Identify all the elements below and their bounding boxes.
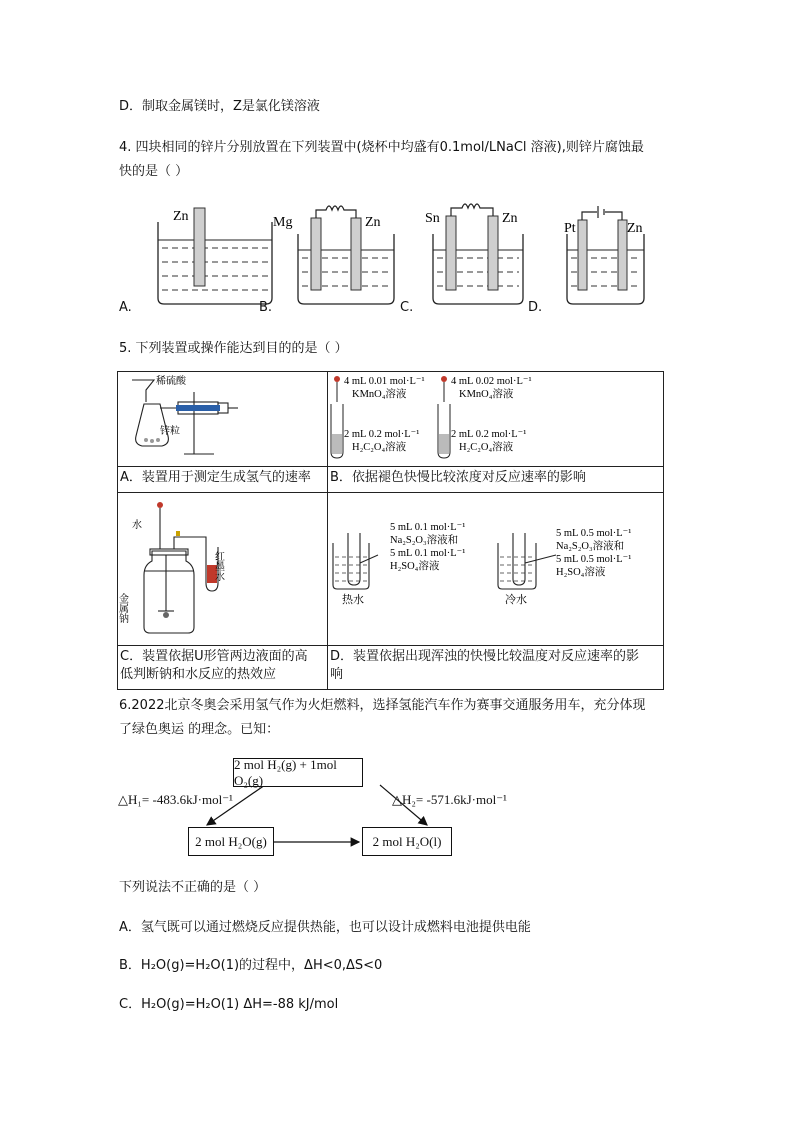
- q5-caption-c1: C．装置依据U形管两边液面的高: [120, 649, 308, 664]
- q5-a-apparatus: [118, 372, 327, 462]
- q5-c-water-label: 水: [132, 520, 142, 531]
- q4-apparatus-figure: [115, 200, 675, 320]
- q4-option-b: B.: [259, 300, 273, 315]
- q5-options-table: [117, 371, 664, 690]
- q5-b-right-top2: KMnO₄溶液: [459, 389, 514, 400]
- q5-c-ink-label: 红墨水: [212, 551, 224, 581]
- q5-b-left-top2: KMnO₄溶液: [352, 389, 407, 400]
- q5-d-right3: 5 mL 0.5 mol·L⁻¹: [556, 554, 632, 565]
- q5-c-sodium-label: 金属钠: [116, 593, 128, 623]
- q5-b-left-bot2: H₂C₂O₄溶液: [352, 442, 407, 453]
- q6-option-a: A．氢气既可以通过燃烧反应提供热能，也可以设计成燃料电池提供电能: [119, 920, 531, 935]
- q4-stem-line2: 快的是（ ）: [119, 164, 189, 179]
- q5-d-hot-label: 热水: [342, 594, 364, 606]
- q3-option-d: D．制取金属镁时，Z是氯化镁溶液: [119, 99, 320, 114]
- q5-b-right-bot: 2 mL 0.2 mol·L⁻¹: [451, 429, 527, 440]
- q5-d-right1: 5 mL 0.5 mol·L⁻¹: [556, 528, 632, 539]
- q5-a-acid-label: 稀硫酸: [156, 376, 186, 387]
- q5-b-left-bot: 2 mL 0.2 mol·L⁻¹: [344, 429, 420, 440]
- q5-d-right4: H₂SO₄溶液: [556, 567, 606, 578]
- q5-cell-b-figure: [328, 372, 664, 467]
- q5-b-left-top: 4 mL 0.01 mol·L⁻¹: [344, 376, 425, 387]
- q6-dh2-label: △H₂= -571.6kJ·mol⁻¹: [392, 792, 507, 807]
- q6-option-c: C．H₂O(g)=H₂O(1) ΔH=-88 kJ/mol: [119, 997, 339, 1012]
- q4-option-c: C.: [400, 300, 414, 315]
- q5-cell-c-figure: [118, 493, 328, 646]
- q5-b-right-top: 4 mL 0.02 mol·L⁻¹: [451, 376, 532, 387]
- q6-option-b: B．H₂O(g)=H₂O(1)的过程中，ΔH<0,ΔS<0: [119, 958, 383, 973]
- q4-c-zn-label: Zn: [502, 211, 518, 226]
- q5-b-apparatus: [328, 372, 663, 462]
- q4-option-d: D.: [528, 300, 543, 315]
- q4-b-zn-label: Zn: [365, 215, 381, 230]
- q5-caption-a: A．装置用于测定生成氢气的速率: [120, 470, 311, 485]
- q4-c-sn-label: Sn: [425, 211, 440, 226]
- q6-dh1-label: △H₁= -483.6kJ·mol⁻¹: [118, 792, 233, 807]
- q6-liquid-water-box: 2 mol H₂O(l): [362, 827, 452, 856]
- q5-d-left1: 5 mL 0.1 mol·L⁻¹: [390, 522, 466, 533]
- q5-d-left3: 5 mL 0.1 mol·L⁻¹: [390, 548, 466, 559]
- q4-b-mg-label: Mg: [273, 215, 293, 230]
- q6-stem-line2: 了绿色奥运 的理念。已知：: [119, 722, 280, 737]
- q5-d-cold-label: 冷水: [505, 594, 527, 606]
- q5-b-right-bot2: H₂C₂O₄溶液: [459, 442, 514, 453]
- q5-caption-d1: D．装置依据出现浑浊的快慢比较温度对反应速率的影: [330, 649, 640, 664]
- q4-d-pt-label: Pt: [564, 221, 576, 236]
- q5-a-zinc-label: 锌粒: [160, 426, 180, 437]
- q5-d-left4: H₂SO₄溶液: [390, 561, 440, 572]
- q5-d-apparatus: [328, 493, 663, 641]
- q6-reactants-box: 2 mol H₂(g) + 1mol O₂(g): [233, 758, 363, 787]
- q4-a-zn-label: Zn: [173, 209, 189, 224]
- q6-question: 下列说法不正确的是（ ）: [119, 880, 267, 895]
- q4-option-a: A.: [119, 300, 132, 315]
- q5-c-apparatus: [118, 493, 327, 641]
- q5-d-right2: Na₂S₂O₃溶液和: [556, 541, 625, 552]
- q5-cell-a-figure: [118, 372, 328, 467]
- q6-stem-line1: 6.2022北京冬奥会采用氢气作为火炬燃料，选择氢能汽车作为赛事交通服务用车，充分体现: [119, 698, 646, 713]
- q5-stem: 5. 下列装置或操作能达到目的的是（ ）: [119, 341, 348, 356]
- q5-cell-d-figure: [328, 493, 664, 646]
- q5-d-left2: Na₂S₂O₃溶液和: [390, 535, 459, 546]
- q5-caption-b: B．依据褪色快慢比较浓度对反应速率的影响: [330, 470, 586, 485]
- q4-stem-line1: 4. 四块相同的锌片分别放置在下列装置中(烧杯中均盛有0.1mol/LNaCl 溶液),则锌片腐蚀最: [119, 140, 644, 155]
- q5-caption-c2: 低判断钠和水反应的热效应: [120, 667, 277, 682]
- q6-gas-water-box: 2 mol H₂O(g): [188, 827, 274, 856]
- q5-caption-d2: 响: [330, 667, 344, 682]
- q4-d-zn-label: Zn: [627, 221, 643, 236]
